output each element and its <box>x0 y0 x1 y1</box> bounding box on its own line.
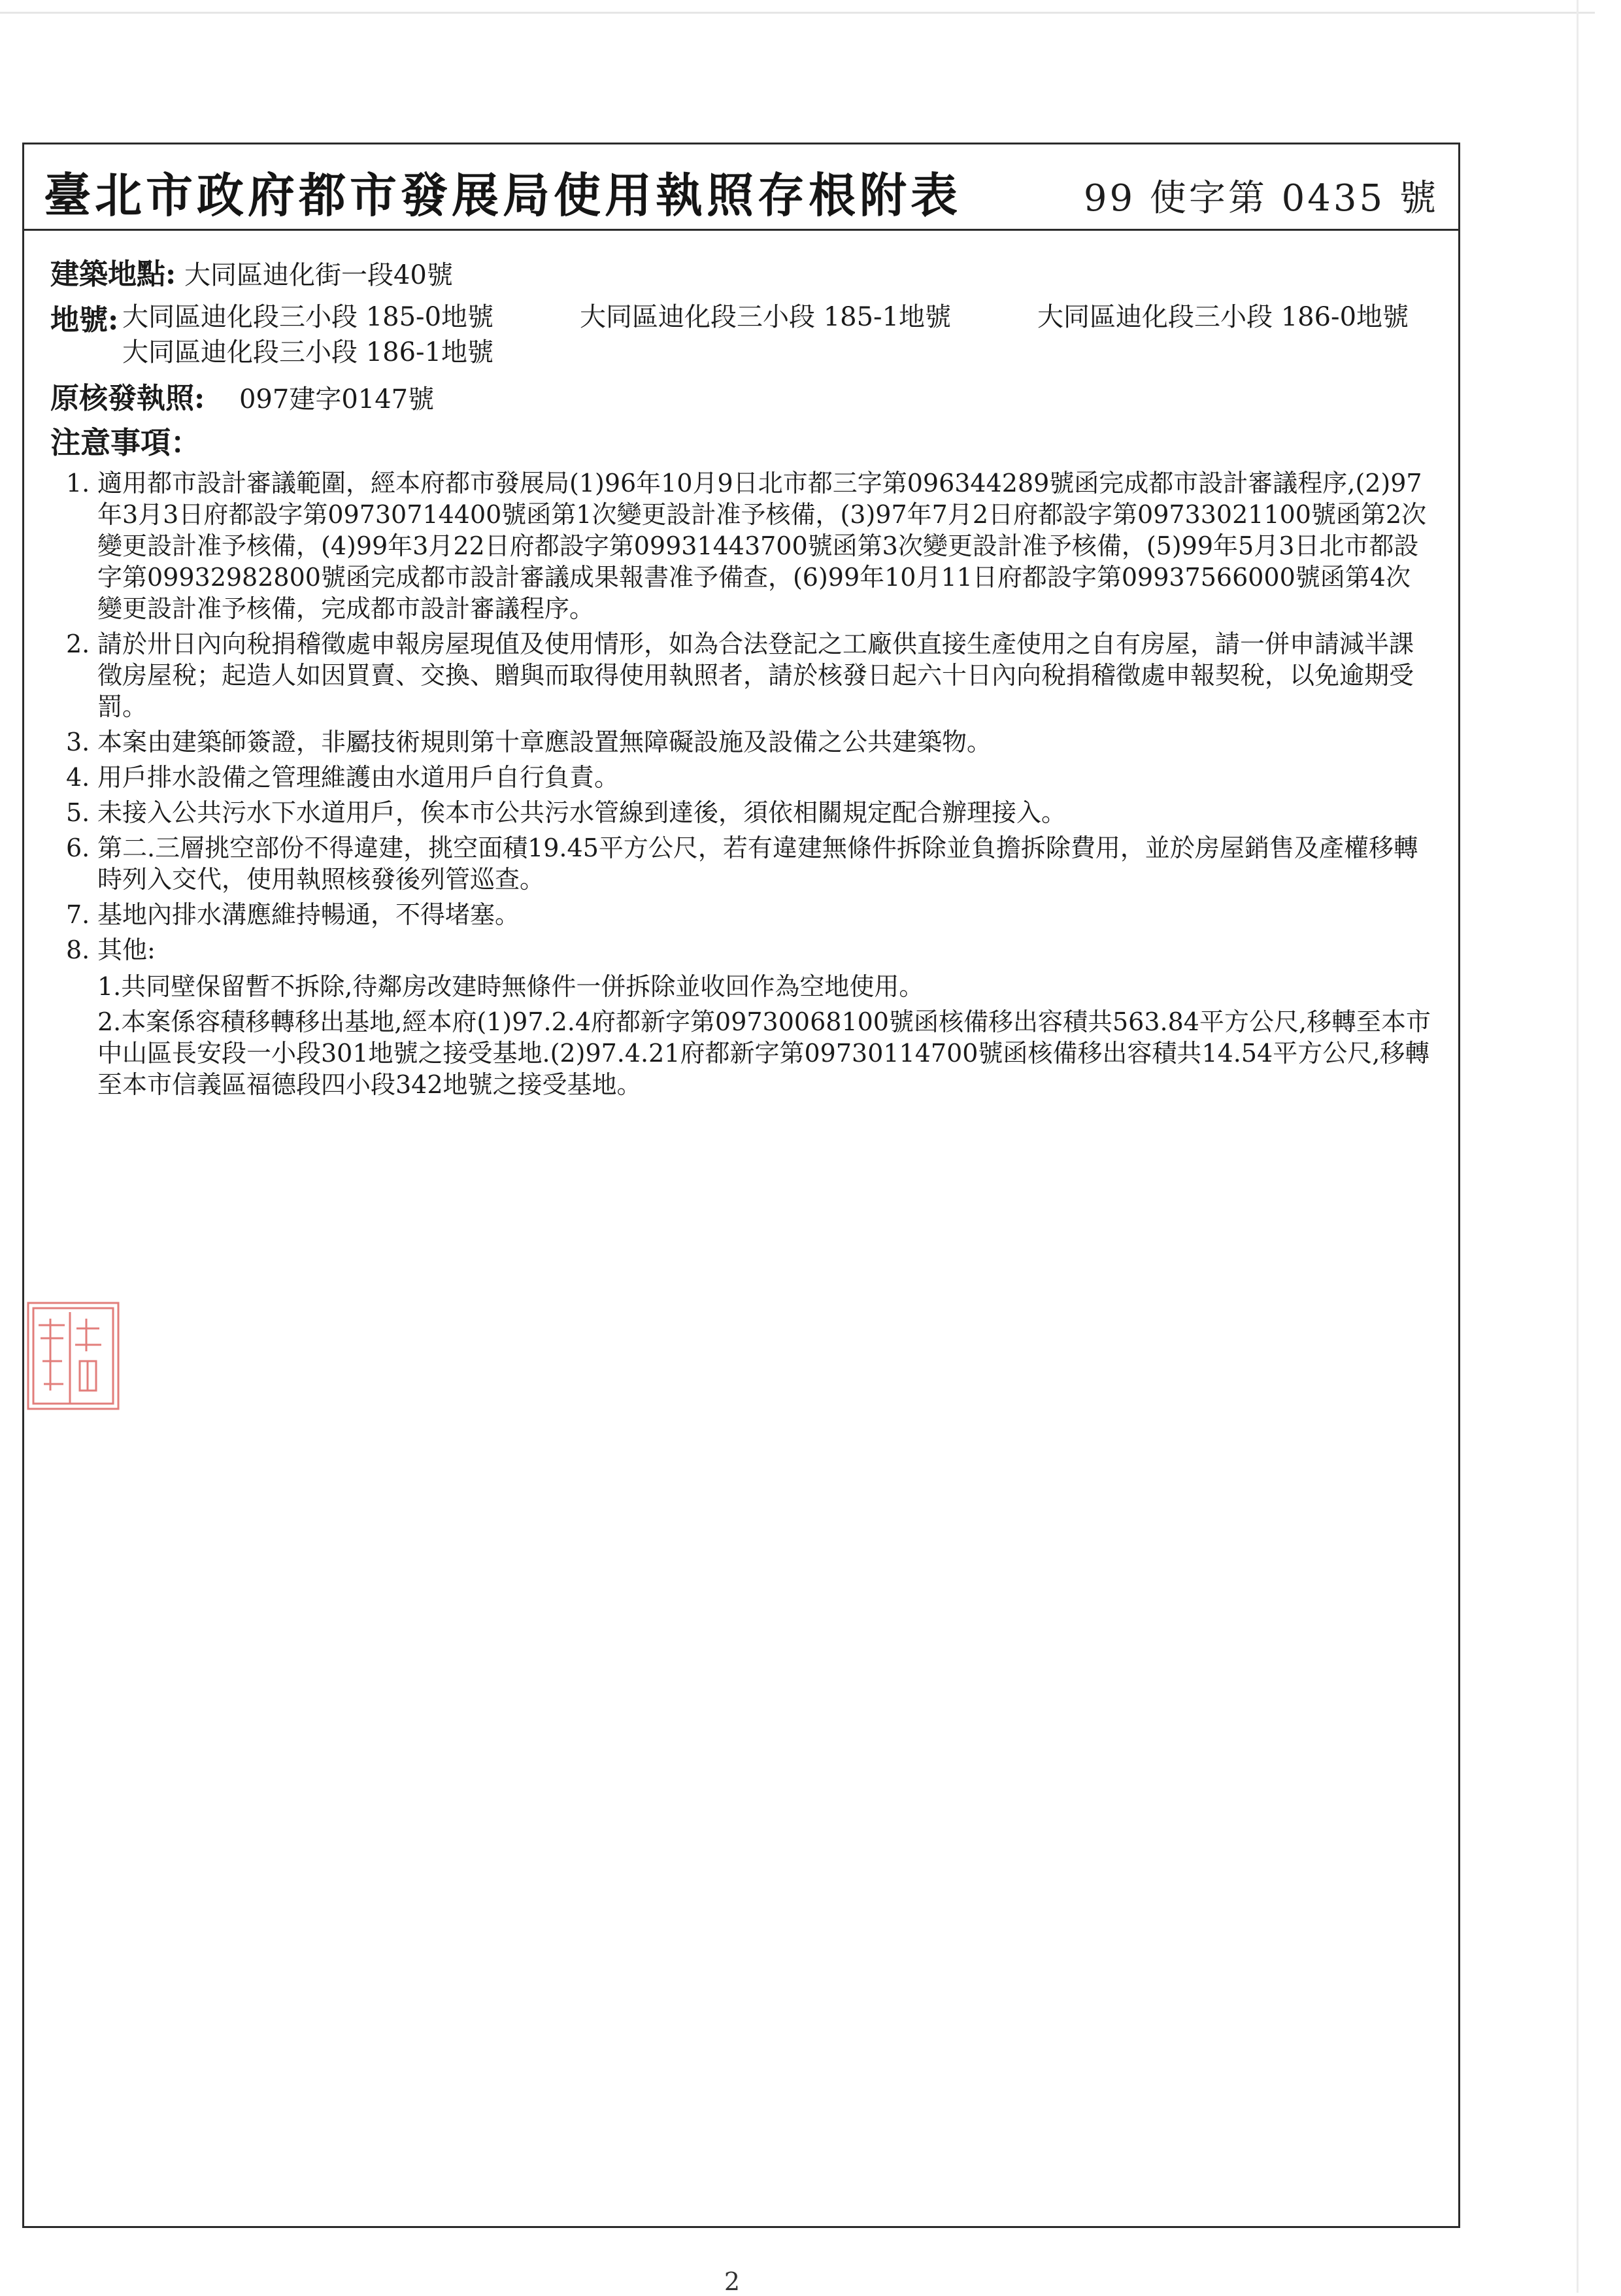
note-item <box>66 467 1432 624</box>
lot-item: 大同區迪化段三小段 186-1地號 <box>122 337 494 367</box>
site-address-row <box>50 250 453 292</box>
note-text: 其他: <box>97 936 156 964</box>
note-text: 請於卅日內向稅捐稽徵處申報房屋現值及使用情形，如為合法登記之工廠供直接生產使用之自有房屋，請一併申請減半課徵房屋稅；起造人如因買賣、交換、贈與而取得使用執照者，請於核發日起六十日內向稅捐稽徵處申報契稅，以免逾期受罰。 <box>97 630 1414 721</box>
original-permit-value: 097建字0147號 <box>239 384 435 414</box>
note-number: 8. <box>66 936 90 964</box>
note-text: 第二.三層挑空部份不得違建，挑空面積19.45平方公尺，若有違建無條件拆除並負擔拆除費用，並於房屋銷售及產權移轉時列入交代，使用執照核發後列管巡查。 <box>97 834 1418 894</box>
original-permit-row <box>50 375 434 416</box>
lot-item: 大同區迪化段三小段 185-1地號 <box>580 302 952 332</box>
note-sub-list <box>97 971 1432 1100</box>
notes-list <box>66 467 1432 1104</box>
note-item <box>66 726 1432 758</box>
official-seal-stamp <box>24 1299 122 1413</box>
note-text: 用戶排水設備之管理維護由水道用戶自行負責。 <box>97 763 620 792</box>
note-item <box>66 934 1432 966</box>
note-number: 1. <box>66 469 90 498</box>
original-permit-label: 原核發執照: <box>50 382 205 415</box>
note-item <box>66 797 1432 828</box>
scan-edge-top <box>0 12 1595 14</box>
note-text: 未接入公共污水下水道用戶，俟本市公共污水管線到達後，須依相關規定配合辦理接入。 <box>97 798 1067 827</box>
note-text: 基地內排水溝應維持暢通，不得堵塞。 <box>97 900 520 929</box>
note-number: 4. <box>66 763 90 792</box>
note-item <box>66 628 1432 722</box>
lot-number-label: 地號: <box>50 303 119 337</box>
note-number: 6. <box>66 834 90 862</box>
lot-item: 大同區迪化段三小段 186-0地號 <box>1037 302 1409 332</box>
note-sub-item: 2.本案係容積移轉移出基地,經本府(1)97.2.4府都新字第09730068100號函核備移出容積共563.84平方公尺,移轉至本市中山區長安段一小段301地號之接受基地.(2)97.4.21府都新字第09730114700號函核備移出容積共14.54平方公尺,移轉至本市信義區福德段四小段342地號之接受基地。 <box>97 1007 1431 1099</box>
note-text: 本案由建築師簽證，非屬技術規則第十章應設置無障礙設施及設備之公共建築物。 <box>97 728 992 756</box>
note-text: 適用都市設計審議範圍，經本府都市發展局(1)96年10月9日北市都三字第096344289號函完成都市設計審議程序,(2)97年3月3日府都設字第09730714400號函第1次變更設計准予核備，(3)97年7月2日府都設字第09733021100號函第2次變更設計准予核備，(4)99年3月22日府都設字第09931443700號函第3次變更設計准予核備，(5)99年5月3日北市都設字第09932982800號函完成都市設計審議成果報書准予備查，(6)99年10月11日府都設字第09937566000號函第4次變更設計准予核備，完成都市設計審議程序。 <box>97 469 1427 623</box>
document-frame <box>22 143 1460 2228</box>
site-address-label: 建築地點: <box>50 258 176 291</box>
note-item <box>66 899 1432 930</box>
lot-item: 大同區迪化段三小段 185-0地號 <box>122 302 494 332</box>
document-header <box>24 144 1458 231</box>
page-number: 2 <box>724 2267 741 2296</box>
note-item <box>66 762 1432 793</box>
note-number: 7. <box>66 900 90 929</box>
note-item <box>66 832 1432 895</box>
note-sub-item: 1.共同壁保留暫不拆除,待鄰房改建時無條件一併拆除並收回作為空地使用。 <box>97 972 924 1001</box>
permit-number: 99 使字第 0435 號 <box>1083 177 1439 220</box>
notes-heading: 注意事項： <box>50 425 201 460</box>
site-address-value: 大同區迪化街一段40號 <box>184 260 453 290</box>
scan-edge-right <box>1577 0 1579 2293</box>
note-number: 5. <box>66 798 90 827</box>
document-title: 臺北市政府都市發展局使用執照存根附表 <box>44 167 962 223</box>
note-number: 3. <box>66 728 90 756</box>
note-number: 2. <box>66 630 90 658</box>
